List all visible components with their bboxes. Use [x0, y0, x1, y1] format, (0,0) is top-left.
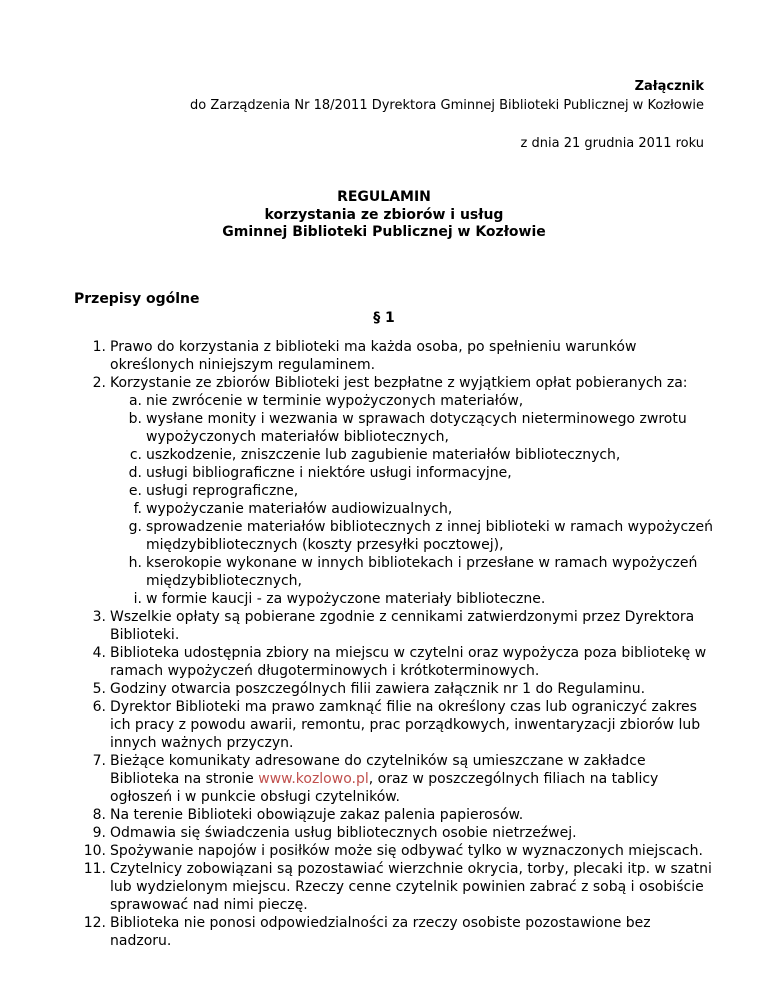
item-number: 9. — [92, 825, 106, 841]
sublist-item — [110, 500, 714, 518]
fee-sublist — [110, 392, 714, 608]
item-number: 2. — [92, 375, 106, 391]
annex-label: Załącznik — [634, 79, 704, 94]
list-item — [74, 608, 714, 644]
list-item — [74, 374, 714, 608]
item-text: Korzystanie ze zbiorów Biblioteki jest bezpłatne z wyjątkiem opłat pobieranych za: — [110, 375, 688, 391]
list-item — [74, 914, 714, 950]
sub-text: wysłane monity i wezwania w sprawach dotyczących nieterminowego zwrotu wypożyczonych materiałów bibliotecznych, — [146, 411, 687, 445]
item-text-before-link: Bieżące komunikaty adresowane do czytelników są umieszczane w zakładce Biblioteka na stronie — [110, 753, 646, 787]
title-line-2: korzystania ze zbiorów i usług — [264, 206, 504, 223]
website-link[interactable]: www.kozlowo.pl — [258, 771, 369, 787]
item-number: 4. — [92, 645, 106, 661]
sub-text: wypożyczanie materiałów audiowizualnych, — [146, 501, 453, 517]
item-number: 5. — [92, 681, 106, 697]
item-number: 6. — [92, 699, 106, 715]
item-text: Prawo do korzystania z biblioteki ma każda osoba, po spełnieniu warunków określonych niniejszym regulaminem. — [110, 339, 637, 373]
item-text: Spożywanie napojów i posiłków może się odbywać tylko w wyznaczonych miejscach. — [110, 843, 703, 859]
ordinance-date: z dnia 21 grudnia 2011 roku — [520, 136, 704, 151]
item-text: Dyrektor Biblioteki ma prawo zamknąć filie na określony czas lub ograniczyć zakres ich pracy z powodu awarii, remontu, prac porządkowych, inwentaryzacji zbiorów lub innych ważnych przyczyn. — [110, 699, 701, 751]
sub-text: uszkodzenie, zniszczenie lub zagubienie materiałów bibliotecznych, — [146, 447, 621, 463]
sublist-item — [110, 518, 714, 554]
sub-letter: d. — [128, 465, 142, 481]
sublist-item — [110, 392, 714, 410]
title-line-3: Gminnej Biblioteki Publicznej w Kozłowie — [222, 224, 546, 240]
sub-text: usługi reprograficzne, — [146, 483, 299, 499]
sublist-item — [110, 482, 714, 500]
sublist-item — [110, 464, 714, 482]
sub-letter: i. — [133, 591, 142, 607]
paragraph-number: § 1 — [373, 310, 395, 326]
sub-letter: h. — [128, 555, 142, 571]
sublist-item — [110, 446, 714, 464]
sub-text: kserokopie wykonane w innych bibliotekach i przesłane w ramach wypożyczeń międzybibliotecznych, — [146, 555, 698, 589]
section-heading: Przepisy ogólne — [74, 291, 200, 307]
list-item — [74, 338, 714, 374]
title-line-1: REGULAMIN — [337, 189, 431, 205]
sub-letter: b. — [128, 411, 142, 427]
sub-text: w formie kaucji - za wypożyczone materiały biblioteczne. — [146, 591, 546, 607]
item-number: 3. — [92, 609, 106, 625]
item-number: 1. — [92, 339, 106, 355]
item-text: Odmawia się świadczenia usług bibliotecznych osobie nietrzeźwej. — [110, 825, 577, 841]
item-text: Na terenie Biblioteki obowiązuje zakaz palenia papierosów. — [110, 807, 524, 823]
list-item — [74, 752, 714, 806]
sub-letter: c. — [129, 447, 142, 463]
item-text: Biblioteka udostępnia zbiory na miejscu w czytelni oraz wypożycza poza bibliotekę w ramach wypożyczeń długoterminowych i krótkoterminowych. — [110, 645, 707, 679]
item-text: Czytelnicy zobowiązani są pozostawiać wierzchnie okrycia, torby, plecaki itp. w szatni lub wydzielonym miejscu. Rzeczy cenne czytelnik powinien zabrać z sobą i osobiście sprawować nad nimi pieczę. — [110, 861, 712, 913]
list-item — [74, 644, 714, 680]
item-text: Godziny otwarcia poszczególnych filii zawiera załącznik nr 1 do Regulaminu. — [110, 681, 646, 697]
ordinance-reference: do Zarządzenia Nr 18/2011 Dyrektora Gminnej Biblioteki Publicznej w Kozłowie — [190, 98, 704, 113]
list-item — [74, 842, 714, 860]
list-item — [74, 824, 714, 842]
document-title — [0, 189, 768, 242]
sub-letter: g. — [128, 519, 142, 535]
list-item — [74, 806, 714, 824]
list-item — [74, 698, 714, 752]
sub-text: nie zwrócenie w terminie wypożyczonych materiałów, — [146, 393, 524, 409]
item-text: Wszelkie opłaty są pobierane zgodnie z cennikami zatwierdzonymi przez Dyrektora Biblioteki. — [110, 609, 695, 643]
item-number: 11. — [83, 861, 106, 877]
item-number: 12. — [83, 915, 106, 931]
item-text-after-link: , oraz w poszczególnych filiach na tablicy ogłoszeń i w punkcie obsługi czytelników. — [110, 771, 659, 805]
sub-letter: a. — [128, 393, 142, 409]
sub-letter: f. — [133, 501, 142, 517]
item-number: 10. — [83, 843, 106, 859]
list-item — [74, 860, 714, 914]
sublist-item — [110, 410, 714, 446]
sub-text: sprowadzenie materiałów bibliotecznych z innej biblioteki w ramach wypożyczeń międzybibliotecznych (koszty przesyłki pocztowej), — [146, 519, 713, 553]
item-number: 7. — [92, 753, 106, 769]
list-item — [74, 680, 714, 698]
item-text: Biblioteka nie ponosi odpowiedzialności za rzeczy osobiste pozostawione bez nadzoru. — [110, 915, 651, 949]
sublist-item — [110, 590, 714, 608]
sub-letter: e. — [128, 483, 142, 499]
sub-text: usługi bibliograficzne i niektóre usługi informacyjne, — [146, 465, 512, 481]
sublist-item — [110, 554, 714, 590]
regulation-list — [74, 338, 714, 950]
item-number: 8. — [92, 807, 106, 823]
